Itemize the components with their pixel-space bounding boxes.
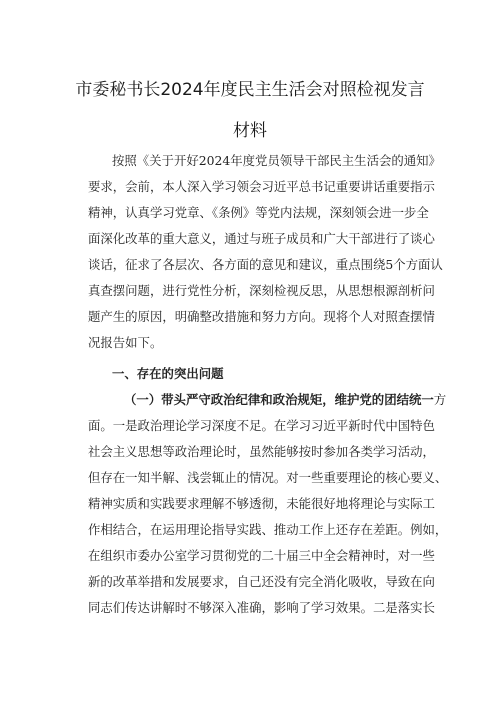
intro-line: 真查摆问题，进行党性分析，深刻检视反思，从思想根源剖析问	[88, 283, 435, 298]
intro-line: 精神，认真学习党章、《条例》等党内法规，深刻领会进一步全	[88, 205, 429, 220]
intro-line: 面深化改革的重大意义，通过与班子成员和广大干部进行了谈心	[88, 231, 435, 246]
body-line: 在组织市委办公室学习贯彻党的二十届三中全会精神时，对一些	[88, 548, 435, 563]
document-title-line-1: 市委秘书长2024年度民主生活会对照检视发言	[75, 80, 425, 100]
section-heading: 一、存在的突出问题	[112, 366, 224, 381]
body-line: 新的改革举措和发展要求，自己还没有完全消化吸收，导致在向	[88, 574, 435, 589]
intro-line: 谈话，征求了各层次、各方面的意见和建议，重点围绕5个方面认	[88, 257, 443, 272]
intro-line: 题产生的原因，明确整改措施和努力方向。现将个人对照查摆情	[88, 309, 435, 324]
subheading-tail-text: 方	[433, 392, 447, 407]
body-line: 但存在一知半解、浅尝辄止的情况。对一些重要理论的核心要义、	[88, 470, 448, 485]
intro-line: 按照《关于开好2024年度党员领导干部民主生活会的通知》	[112, 153, 441, 168]
intro-line: 要求，会前，本人深入学习领会习近平总书记重要讲话重要指示	[88, 179, 435, 194]
intro-line: 况报告如下。	[88, 335, 163, 350]
subheading-bold-text: （一）带头严守政治纪律和政治规矩，维护党的团结统一	[124, 392, 434, 407]
body-line: 同志们传达讲解时不够深入准确，影响了学习效果。二是落实长	[88, 600, 435, 615]
body-line: 作相结合，在运用理论指导实践、推动工作上还存在差距。例如，	[88, 522, 448, 537]
body-line: 面。一是政治理论学习深度不足。在学习习近平新时代中国特色	[88, 418, 435, 433]
subheading	[124, 392, 447, 408]
body-line: 精神实质和实践要求理解不够透彻，未能很好地将理论与实际工	[88, 496, 435, 511]
body-line: 社会主义思想等政治理论时，虽然能够按时参加各类学习活动，	[88, 444, 435, 459]
document-title-line-2: 材料	[233, 121, 267, 141]
